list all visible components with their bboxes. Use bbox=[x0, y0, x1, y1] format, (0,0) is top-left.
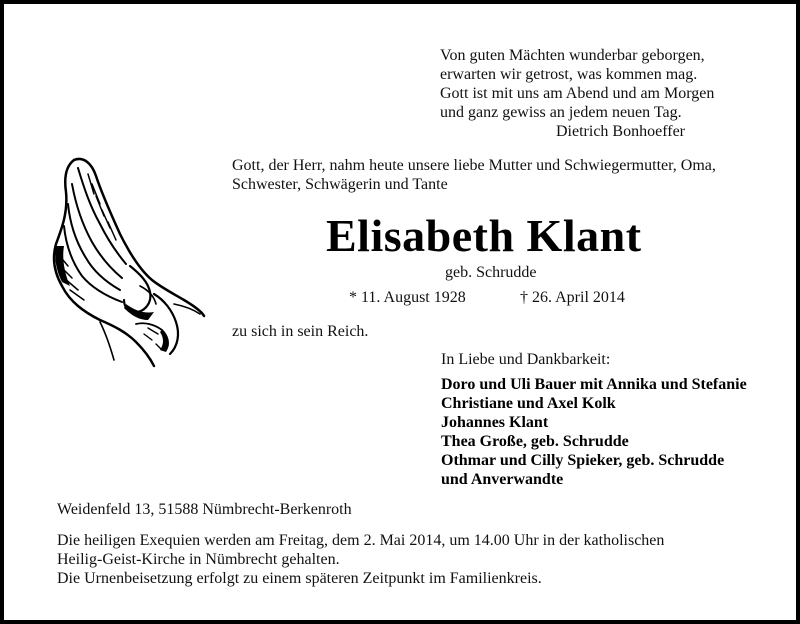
birth-date: * 11. August 1928 bbox=[349, 289, 466, 306]
poem-line: Von guten Mächten wunderbar geborgen, bbox=[440, 47, 705, 64]
thanks-heading: In Liebe und Dankbarkeit: bbox=[441, 351, 611, 368]
poem-quote bbox=[440, 46, 780, 141]
mourners-list bbox=[441, 375, 747, 489]
maiden-name: geb. Schrudde bbox=[445, 264, 537, 281]
service-line: Die Urnenbeisetzung erfolgt zu einem späteren Zeitpunkt im Familienkreis. bbox=[57, 570, 542, 587]
closing-text: zu sich in sein Reich. bbox=[232, 323, 369, 340]
deceased-name: Elisabeth Klant bbox=[326, 210, 642, 261]
poem-line: erwarten wir getrost, was kommen mag. bbox=[440, 66, 698, 83]
service-line: Die heiligen Exequien werden am Freitag, dem 2. Mai 2014, um 14.00 Uhr in der katholischen bbox=[57, 532, 665, 549]
family-address: Weidenfeld 13, 51588 Nümbrecht-Berkenroth bbox=[57, 501, 352, 518]
intro-text bbox=[232, 156, 772, 194]
mourner-entry: Othmar und Cilly Spieker, geb. Schrudde bbox=[441, 452, 725, 469]
service-line: Heilig-Geist-Kirche in Nümbrecht gehalten. bbox=[57, 551, 340, 568]
mourner-entry: Christiane und Axel Kolk bbox=[441, 395, 616, 412]
poem-author: Dietrich Bonhoeffer bbox=[556, 123, 685, 140]
poem-line: Gott ist mit uns am Abend und am Morgen bbox=[440, 85, 715, 102]
mourner-entry: Thea Große, geb. Schrudde bbox=[441, 433, 629, 450]
death-date: † 26. April 2014 bbox=[520, 289, 625, 306]
intro-line: Gott, der Herr, nahm heute unsere liebe Mutter und Schwiegermutter, Oma, bbox=[232, 157, 716, 174]
mourner-entry: Johannes Klant bbox=[441, 414, 549, 431]
intro-line: Schwester, Schwägerin und Tante bbox=[232, 176, 448, 193]
service-info bbox=[57, 531, 787, 588]
praying-hands-icon bbox=[44, 154, 208, 369]
mourner-entry: Doro und Uli Bauer mit Annika und Stefanie bbox=[441, 376, 747, 393]
mourner-entry: und Anverwandte bbox=[441, 471, 564, 488]
poem-line: und ganz gewiss an jedem neuen Tag. bbox=[440, 104, 682, 121]
